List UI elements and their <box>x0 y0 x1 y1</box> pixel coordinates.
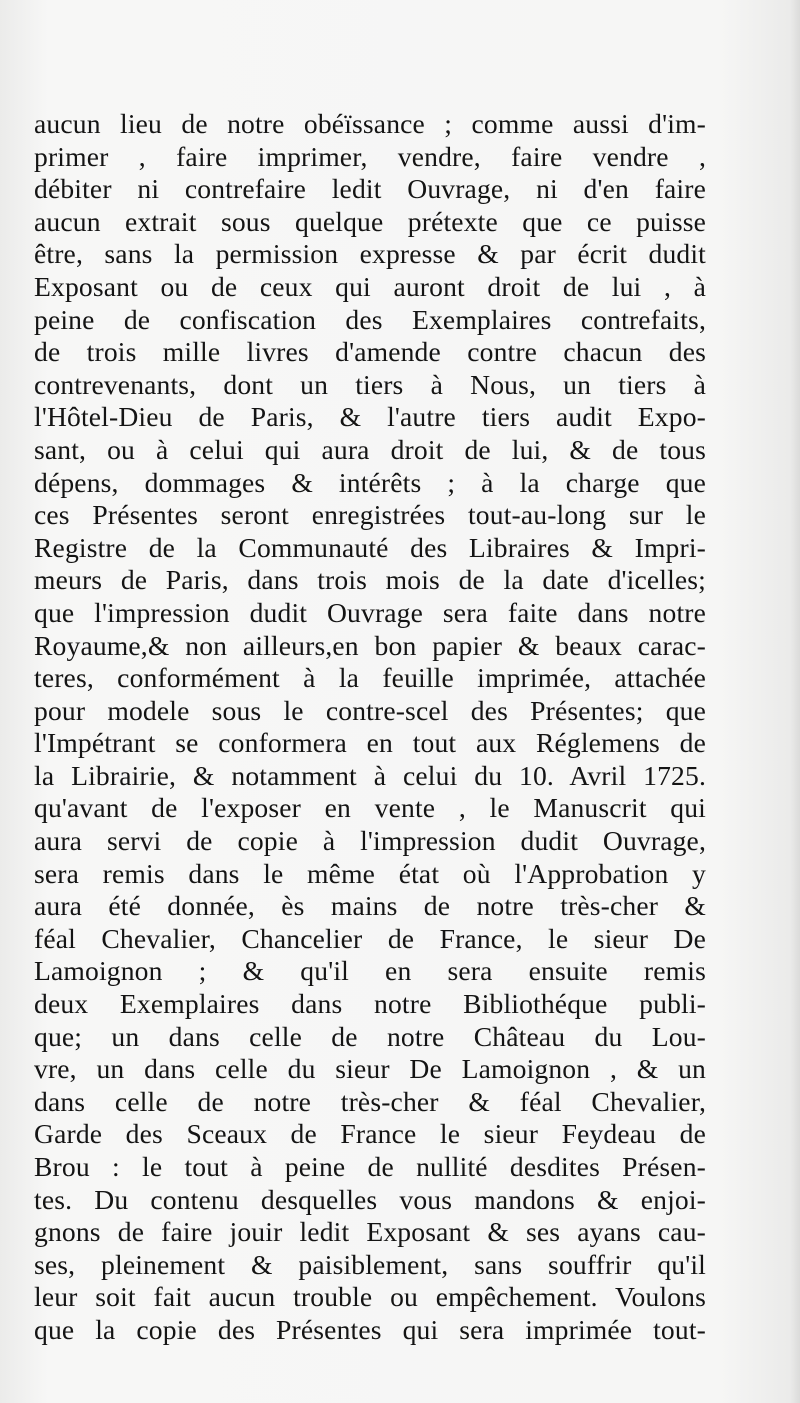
text-line: débiter ni contrefaire ledit Ouvrage, ni d'en faire <box>34 173 706 205</box>
text-line: aucun extrait sous quelque prétexte que ce puisse <box>34 205 706 237</box>
page-edge-shadow <box>790 0 800 1403</box>
text-line: sera remis dans le même état où l'Approbation y <box>34 857 706 889</box>
text-line: l'Hôtel-Dieu de Paris, & l'autre tiers audit Expo- <box>34 401 706 433</box>
text-line: sant, ou à celui qui aura droit de lui, & de tous <box>34 433 706 465</box>
text-line: Exposant ou de ceux qui auront droit de lui , à <box>34 270 706 302</box>
text-line: gnons de faire jouir ledit Exposant & ses ayans cau- <box>34 1216 706 1248</box>
text-line: aura servi de copie à l'impression dudit Ouvrage, <box>34 825 706 857</box>
text-line: Garde des Sceaux de France le sieur Feydeau de <box>34 1118 706 1150</box>
text-line: teres, conformément à la feuille imprimée, attachée <box>34 662 706 694</box>
text-line: l'Impétrant se conformera en tout aux Réglemens de <box>34 727 706 759</box>
text-line: vre, un dans celle du sieur De Lamoignon , & un <box>34 1053 706 1085</box>
text-line: contrevenants, dont un tiers à Nous, un tiers à <box>34 368 706 400</box>
text-line: que la copie des Présentes qui sera imprimée tout- <box>34 1313 706 1345</box>
text-line: peine de confiscation des Exemplaires contrefaits, <box>34 303 706 335</box>
text-line: meurs de Paris, dans trois mois de la date d'icelles; <box>34 564 706 596</box>
text-line: aucun lieu de notre obéïssance ; comme aussi d'im- <box>34 108 706 139</box>
text-line: dépens, dommages & intérêts ; à la charge que <box>34 466 706 498</box>
text-line: Royaume,& non ailleurs,en bon papier & beaux carac- <box>34 629 706 661</box>
text-line: qu'avant de l'exposer en vente , le Manuscrit qui <box>34 792 706 824</box>
text-line: Lamoignon ; & qu'il en sera ensuite remis <box>34 955 706 987</box>
text-line: tes. Du contenu desquelles vous mandons & enjoi- <box>34 1183 706 1215</box>
text-line: primer , faire imprimer, vendre, faire vendre , <box>34 140 706 172</box>
text-line: deux Exemplaires dans notre Bibliothéque publi- <box>34 988 706 1020</box>
text-line: féal Chevalier, Chancelier de France, le sieur De <box>34 922 706 954</box>
text-line: que l'impression dudit Ouvrage sera faite dans notre <box>34 596 706 628</box>
text-line: ses, pleinement & paisiblement, sans souffrir qu'il <box>34 1248 706 1280</box>
text-line: ces Présentes seront enregistrées tout-au-long sur le <box>34 499 706 531</box>
text-line: de trois mille livres d'amende contre chacun des <box>34 336 706 368</box>
text-line: que; un dans celle de notre Château du Lou- <box>34 1020 706 1052</box>
page-text-block <box>34 108 706 1347</box>
text-line: leur soit fait aucun trouble ou empêchement. Voulons <box>34 1281 706 1313</box>
text-line: la Librairie, & notamment à celui du 10. Avril 1725. <box>34 759 706 791</box>
text-line: pour modele sous le contre-scel des Présentes; que <box>34 694 706 726</box>
text-line: être, sans la permission expresse & par écrit dudit <box>34 238 706 270</box>
text-line: Brou : le tout à peine de nullité desdites Présen- <box>34 1151 706 1182</box>
text-line: dans celle de notre très-cher & féal Chevalier, <box>34 1085 706 1117</box>
text-line: aura été donnée, ès mains de notre très-cher & <box>34 890 706 922</box>
text-line: Registre de la Communauté des Libraires & Impri- <box>34 531 706 563</box>
